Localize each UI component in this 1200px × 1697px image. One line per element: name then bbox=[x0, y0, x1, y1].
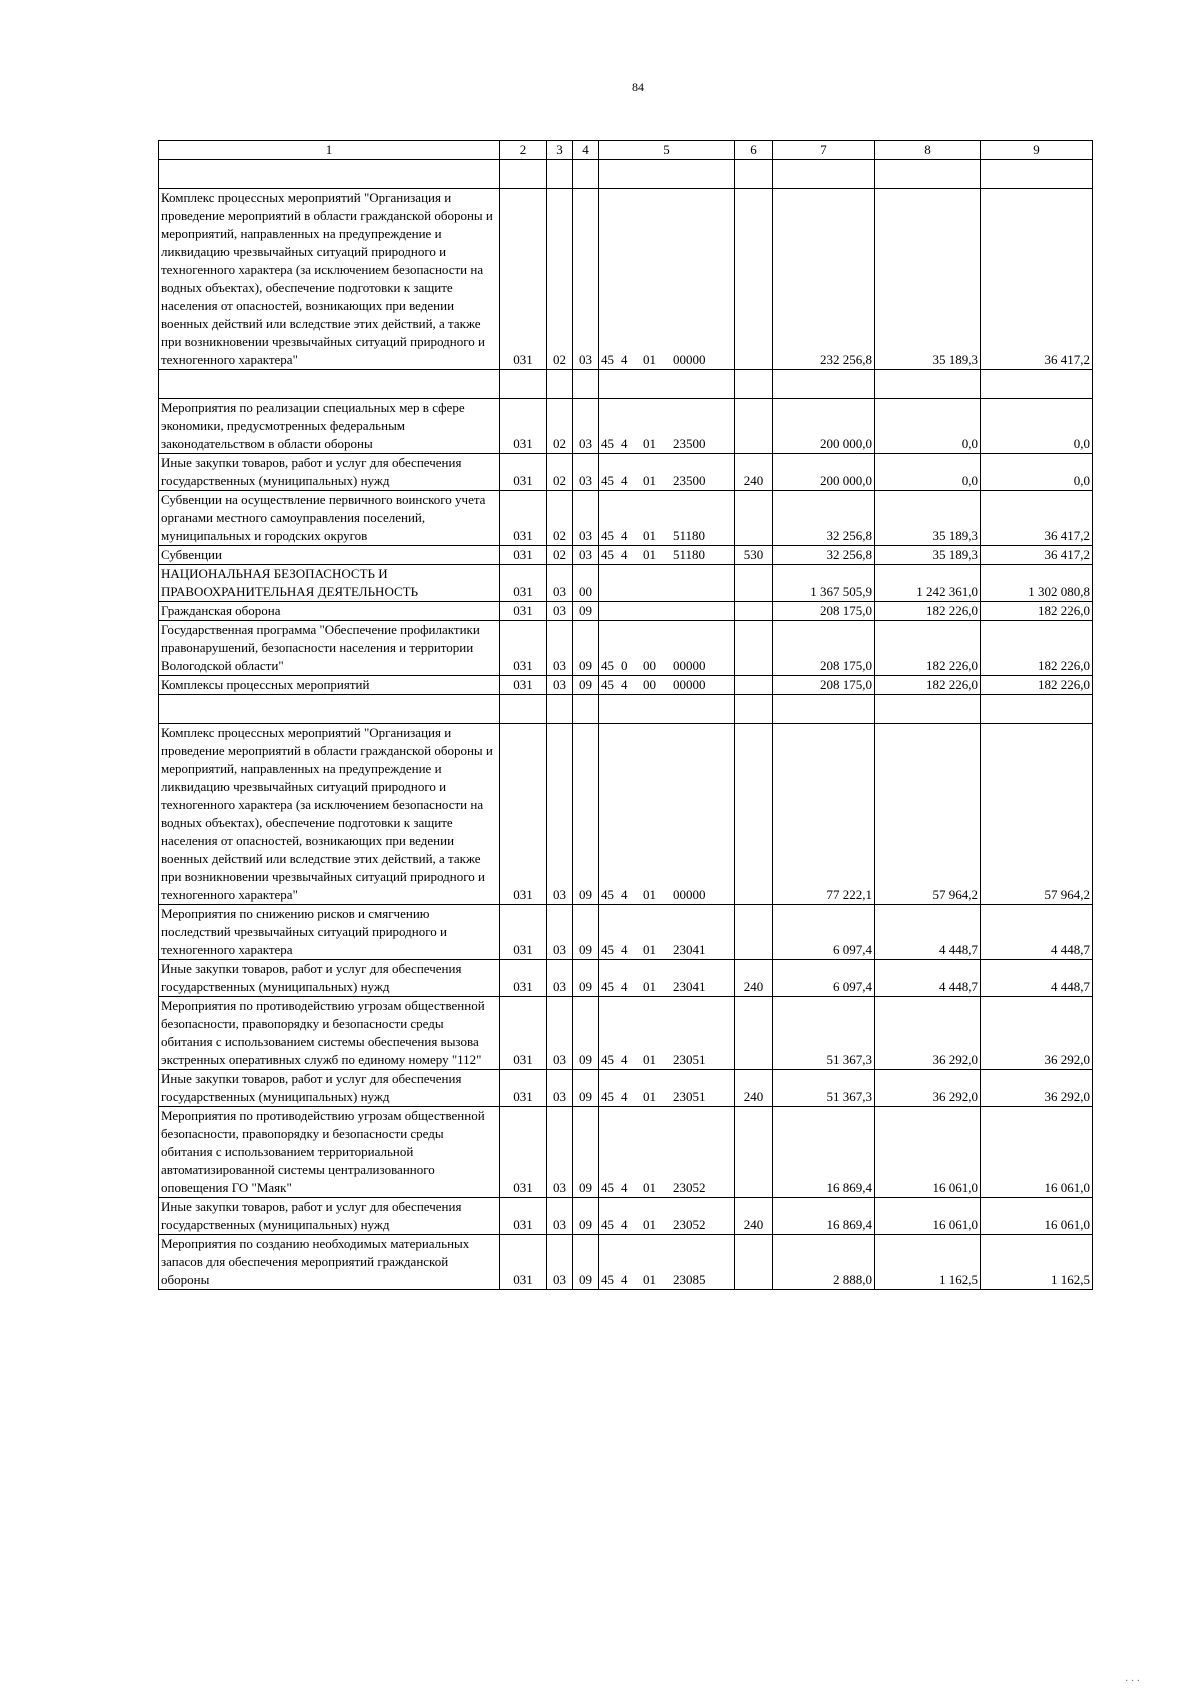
row-subsection-code: 09 bbox=[573, 724, 599, 905]
row-amount-year3: 36 417,2 bbox=[981, 546, 1093, 565]
row-amount-year2: 35 189,3 bbox=[875, 189, 981, 370]
row-expense-type bbox=[735, 491, 773, 546]
row-target-article bbox=[599, 905, 735, 960]
row-subsection-code: 09 bbox=[573, 905, 599, 960]
target-article-part: 4 bbox=[621, 528, 628, 543]
row-target-article bbox=[599, 724, 735, 905]
row-target-article bbox=[599, 189, 735, 370]
row-target-article bbox=[599, 565, 735, 602]
target-article-part: 45 bbox=[601, 658, 614, 673]
spacer-cell bbox=[500, 695, 547, 724]
target-article-part: 4 bbox=[621, 473, 628, 488]
row-subsection-code: 03 bbox=[573, 454, 599, 491]
row-amount-year1: 51 367,3 bbox=[773, 1070, 875, 1107]
spacer-cell bbox=[159, 160, 500, 189]
row-amount-year2: 36 292,0 bbox=[875, 1070, 981, 1107]
row-target-article bbox=[599, 1070, 735, 1107]
row-expense-type: 240 bbox=[735, 454, 773, 491]
row-expense-type bbox=[735, 1107, 773, 1198]
row-section-code: 02 bbox=[547, 546, 573, 565]
row-amount-year2: 1 162,5 bbox=[875, 1235, 981, 1290]
table-row bbox=[159, 997, 1093, 1070]
row-expense-type: 240 bbox=[735, 960, 773, 997]
row-subsection-code: 09 bbox=[573, 676, 599, 695]
row-target-article bbox=[599, 399, 735, 454]
target-article-part: 00000 bbox=[673, 352, 706, 367]
row-name: Комплекс процессных мероприятий "Организация и проведение мероприятий в области гражданской обороны и мероприятий, направленных на предупреждение и ликвидацию чрезвычайных ситуаций природного и техногенного характера (за исключением безопасности на водных объектах), обеспечение подготовки к защите населения от опасностей, возникающих при ведении военных действий или вследствие этих действий, а также при возникновении чрезвычайных ситуаций природного и техногенного характера" bbox=[159, 724, 500, 905]
row-target-article bbox=[599, 676, 735, 695]
row-target-article bbox=[599, 1107, 735, 1198]
target-article-part: 01 bbox=[643, 1052, 656, 1067]
row-name: Мероприятия по противодействию угрозам общественной безопасности, правопорядку и безопасности среды обитания с использованием системы обеспечения вызова экстренных оперативных служб по единому номеру "112" bbox=[159, 997, 500, 1070]
row-target-article bbox=[599, 1198, 735, 1235]
row-amount-year1: 32 256,8 bbox=[773, 546, 875, 565]
spacer-cell bbox=[773, 695, 875, 724]
target-article-part: 23052 bbox=[673, 1180, 706, 1195]
target-article-part: 23051 bbox=[673, 1052, 706, 1067]
target-article-part: 01 bbox=[643, 352, 656, 367]
row-section-code: 03 bbox=[547, 960, 573, 997]
row-amount-year2: 182 226,0 bbox=[875, 621, 981, 676]
row-amount-year3: 36 417,2 bbox=[981, 189, 1093, 370]
target-article-part: 4 bbox=[621, 1089, 628, 1104]
row-expense-type bbox=[735, 621, 773, 676]
row-admin-code: 031 bbox=[500, 1107, 547, 1198]
row-expense-type bbox=[735, 724, 773, 905]
table-row bbox=[159, 724, 1093, 905]
row-expense-type bbox=[735, 189, 773, 370]
row-amount-year3: 16 061,0 bbox=[981, 1107, 1093, 1198]
spacer-cell bbox=[547, 160, 573, 189]
target-article-part: 23041 bbox=[673, 942, 706, 957]
spacer-cell bbox=[599, 160, 735, 189]
table-row bbox=[159, 1198, 1093, 1235]
row-amount-year3: 182 226,0 bbox=[981, 676, 1093, 695]
row-target-article bbox=[599, 997, 735, 1070]
row-target-article bbox=[599, 546, 735, 565]
row-admin-code: 031 bbox=[500, 905, 547, 960]
spacer-row bbox=[159, 160, 1093, 189]
row-amount-year1: 208 175,0 bbox=[773, 676, 875, 695]
row-expense-type bbox=[735, 905, 773, 960]
row-section-code: 03 bbox=[547, 724, 573, 905]
row-admin-code: 031 bbox=[500, 676, 547, 695]
row-section-code: 03 bbox=[547, 602, 573, 621]
spacer-cell bbox=[547, 695, 573, 724]
row-amount-year3: 0,0 bbox=[981, 454, 1093, 491]
row-name: Мероприятия по реализации специальных мер в сфере экономики, предусмотренных федеральным законодательством в области обороны bbox=[159, 399, 500, 454]
row-amount-year1: 6 097,4 bbox=[773, 960, 875, 997]
row-expense-type bbox=[735, 1235, 773, 1290]
target-article-part: 45 bbox=[601, 473, 614, 488]
row-subsection-code: 03 bbox=[573, 491, 599, 546]
target-article-part: 4 bbox=[621, 436, 628, 451]
row-amount-year1: 200 000,0 bbox=[773, 399, 875, 454]
row-admin-code: 031 bbox=[500, 602, 547, 621]
row-name: Субвенции на осуществление первичного воинского учета органами местного самоуправления поселений, муниципальных и городских округов bbox=[159, 491, 500, 546]
table-row bbox=[159, 565, 1093, 602]
row-section-code: 03 bbox=[547, 905, 573, 960]
row-amount-year1: 208 175,0 bbox=[773, 602, 875, 621]
row-expense-type bbox=[735, 676, 773, 695]
row-amount-year2: 35 189,3 bbox=[875, 546, 981, 565]
table-row bbox=[159, 491, 1093, 546]
row-section-code: 03 bbox=[547, 1107, 573, 1198]
target-article-part: 45 bbox=[601, 887, 614, 902]
row-amount-year1: 208 175,0 bbox=[773, 621, 875, 676]
target-article-part: 01 bbox=[643, 942, 656, 957]
col-header: 4 bbox=[573, 141, 599, 160]
row-subsection-code: 03 bbox=[573, 546, 599, 565]
spacer-cell bbox=[735, 370, 773, 399]
row-amount-year3: 57 964,2 bbox=[981, 724, 1093, 905]
table-row bbox=[159, 1235, 1093, 1290]
target-article-part: 01 bbox=[643, 473, 656, 488]
target-article-part: 45 bbox=[601, 1052, 614, 1067]
col-header: 3 bbox=[547, 141, 573, 160]
budget-table bbox=[158, 140, 1093, 1290]
row-subsection-code: 00 bbox=[573, 565, 599, 602]
row-amount-year1: 16 869,4 bbox=[773, 1198, 875, 1235]
row-name: Субвенции bbox=[159, 546, 500, 565]
row-amount-year3: 36 417,2 bbox=[981, 491, 1093, 546]
row-amount-year2: 4 448,7 bbox=[875, 905, 981, 960]
target-article-part: 4 bbox=[621, 1180, 628, 1195]
scan-mark: · · · bbox=[1125, 1676, 1140, 1687]
row-admin-code: 031 bbox=[500, 565, 547, 602]
target-article-part: 00 bbox=[643, 677, 656, 692]
row-section-code: 02 bbox=[547, 399, 573, 454]
row-name: НАЦИОНАЛЬНАЯ БЕЗОПАСНОСТЬ И ПРАВООХРАНИТЕЛЬНАЯ ДЕЯТЕЛЬНОСТЬ bbox=[159, 565, 500, 602]
spacer-cell bbox=[981, 695, 1093, 724]
spacer-cell bbox=[573, 160, 599, 189]
target-article-part: 45 bbox=[601, 1272, 614, 1287]
row-section-code: 03 bbox=[547, 676, 573, 695]
spacer-cell bbox=[875, 160, 981, 189]
row-amount-year2: 36 292,0 bbox=[875, 997, 981, 1070]
row-admin-code: 031 bbox=[500, 960, 547, 997]
row-amount-year2: 182 226,0 bbox=[875, 676, 981, 695]
row-target-article bbox=[599, 602, 735, 621]
row-subsection-code: 09 bbox=[573, 997, 599, 1070]
row-amount-year2: 182 226,0 bbox=[875, 602, 981, 621]
row-amount-year1: 32 256,8 bbox=[773, 491, 875, 546]
spacer-cell bbox=[875, 695, 981, 724]
spacer-cell bbox=[573, 370, 599, 399]
target-article-part: 23085 bbox=[673, 1272, 706, 1287]
target-article-part: 23052 bbox=[673, 1217, 706, 1232]
col-header: 1 bbox=[159, 141, 500, 160]
row-amount-year3: 4 448,7 bbox=[981, 960, 1093, 997]
row-expense-type bbox=[735, 602, 773, 621]
target-article-part: 4 bbox=[621, 1217, 628, 1232]
target-article-part: 01 bbox=[643, 436, 656, 451]
row-target-article bbox=[599, 1235, 735, 1290]
target-article-part: 45 bbox=[601, 547, 614, 562]
row-amount-year3: 4 448,7 bbox=[981, 905, 1093, 960]
row-amount-year1: 16 869,4 bbox=[773, 1107, 875, 1198]
row-admin-code: 031 bbox=[500, 189, 547, 370]
target-article-part: 01 bbox=[643, 1089, 656, 1104]
target-article-part: 01 bbox=[643, 547, 656, 562]
row-name: Иные закупки товаров, работ и услуг для обеспечения государственных (муниципальных) нужд bbox=[159, 960, 500, 997]
row-subsection-code: 09 bbox=[573, 1198, 599, 1235]
row-name: Иные закупки товаров, работ и услуг для обеспечения государственных (муниципальных) нужд bbox=[159, 454, 500, 491]
row-subsection-code: 09 bbox=[573, 1107, 599, 1198]
row-amount-year3: 1 162,5 bbox=[981, 1235, 1093, 1290]
target-article-part: 0 bbox=[621, 658, 628, 673]
row-subsection-code: 03 bbox=[573, 399, 599, 454]
row-amount-year2: 35 189,3 bbox=[875, 491, 981, 546]
row-amount-year2: 1 242 361,0 bbox=[875, 565, 981, 602]
col-header: 6 bbox=[735, 141, 773, 160]
target-article-part: 51180 bbox=[673, 547, 706, 562]
row-admin-code: 031 bbox=[500, 454, 547, 491]
row-section-code: 03 bbox=[547, 997, 573, 1070]
row-admin-code: 031 bbox=[500, 399, 547, 454]
row-amount-year3: 182 226,0 bbox=[981, 602, 1093, 621]
row-target-article bbox=[599, 454, 735, 491]
target-article-part: 00000 bbox=[673, 658, 706, 673]
target-article-part: 00000 bbox=[673, 677, 706, 692]
row-name: Мероприятия по противодействию угрозам общественной безопасности, правопорядку и безопасности среды обитания с использованием территориальной автоматизированной системы централизованного оповещения ГО "Маяк" bbox=[159, 1107, 500, 1198]
col-header: 9 bbox=[981, 141, 1093, 160]
target-article-part: 4 bbox=[621, 1052, 628, 1067]
target-article-part: 4 bbox=[621, 352, 628, 367]
row-expense-type bbox=[735, 399, 773, 454]
target-article-part: 45 bbox=[601, 352, 614, 367]
row-admin-code: 031 bbox=[500, 621, 547, 676]
table-row bbox=[159, 960, 1093, 997]
target-article-part: 01 bbox=[643, 1272, 656, 1287]
table-row bbox=[159, 546, 1093, 565]
row-name: Государственная программа "Обеспечение профилактики правонарушений, безопасности населения и территории Вологодской области" bbox=[159, 621, 500, 676]
target-article-part: 01 bbox=[643, 1180, 656, 1195]
row-subsection-code: 09 bbox=[573, 621, 599, 676]
target-article-part: 23051 bbox=[673, 1089, 706, 1104]
row-target-article bbox=[599, 960, 735, 997]
table-row bbox=[159, 905, 1093, 960]
spacer-cell bbox=[773, 370, 875, 399]
row-amount-year1: 232 256,8 bbox=[773, 189, 875, 370]
target-article-part: 23500 bbox=[673, 436, 706, 451]
target-article-part: 01 bbox=[643, 1217, 656, 1232]
target-article-part: 45 bbox=[601, 942, 614, 957]
row-expense-type: 530 bbox=[735, 546, 773, 565]
row-expense-type bbox=[735, 565, 773, 602]
spacer-cell bbox=[159, 370, 500, 399]
spacer-cell bbox=[735, 160, 773, 189]
spacer-cell bbox=[599, 695, 735, 724]
page-number: 84 bbox=[632, 80, 644, 94]
row-section-code: 02 bbox=[547, 454, 573, 491]
col-header: 2 bbox=[500, 141, 547, 160]
target-article-part: 4 bbox=[621, 887, 628, 902]
row-amount-year2: 16 061,0 bbox=[875, 1107, 981, 1198]
row-subsection-code: 09 bbox=[573, 960, 599, 997]
row-amount-year1: 2 888,0 bbox=[773, 1235, 875, 1290]
target-article-part: 51180 bbox=[673, 528, 706, 543]
spacer-row bbox=[159, 695, 1093, 724]
spacer-cell bbox=[500, 370, 547, 399]
row-admin-code: 031 bbox=[500, 491, 547, 546]
row-section-code: 03 bbox=[547, 1235, 573, 1290]
row-admin-code: 031 bbox=[500, 997, 547, 1070]
row-name: Мероприятия по созданию необходимых материальных запасов для обеспечения мероприятий гражданской обороны bbox=[159, 1235, 500, 1290]
target-article-part: 4 bbox=[621, 547, 628, 562]
row-subsection-code: 03 bbox=[573, 189, 599, 370]
row-name: Гражданская оборона bbox=[159, 602, 500, 621]
table-row bbox=[159, 676, 1093, 695]
row-name: Комплекс процессных мероприятий "Организация и проведение мероприятий в области гражданской обороны и мероприятий, направленных на предупреждение и ликвидацию чрезвычайных ситуаций природного и техногенного характера (за исключением безопасности на водных объектах), обеспечение подготовки к защите населения от опасностей, возникающих при ведении военных действий или вследствие этих действий, а также при возникновении чрезвычайных ситуаций природного и техногенного характера" bbox=[159, 189, 500, 370]
row-section-code: 03 bbox=[547, 621, 573, 676]
target-article-part: 45 bbox=[601, 1089, 614, 1104]
spacer-cell bbox=[159, 695, 500, 724]
row-expense-type: 240 bbox=[735, 1198, 773, 1235]
target-article-part: 45 bbox=[601, 1217, 614, 1232]
target-article-part: 01 bbox=[643, 528, 656, 543]
row-admin-code: 031 bbox=[500, 1070, 547, 1107]
table-row bbox=[159, 1070, 1093, 1107]
spacer-cell bbox=[573, 695, 599, 724]
row-admin-code: 031 bbox=[500, 724, 547, 905]
table-row bbox=[159, 621, 1093, 676]
row-subsection-code: 09 bbox=[573, 1235, 599, 1290]
col-header: 8 bbox=[875, 141, 981, 160]
table-row bbox=[159, 1107, 1093, 1198]
target-article-part: 23500 bbox=[673, 473, 706, 488]
row-amount-year1: 77 222,1 bbox=[773, 724, 875, 905]
spacer-cell bbox=[599, 370, 735, 399]
col-header: 7 bbox=[773, 141, 875, 160]
target-article-part: 01 bbox=[643, 887, 656, 902]
row-section-code: 02 bbox=[547, 491, 573, 546]
row-amount-year3: 0,0 bbox=[981, 399, 1093, 454]
row-amount-year1: 200 000,0 bbox=[773, 454, 875, 491]
row-amount-year3: 182 226,0 bbox=[981, 621, 1093, 676]
target-article-part: 45 bbox=[601, 1180, 614, 1195]
row-amount-year1: 51 367,3 bbox=[773, 997, 875, 1070]
spacer-cell bbox=[875, 370, 981, 399]
spacer-cell bbox=[773, 160, 875, 189]
target-article-part: 45 bbox=[601, 436, 614, 451]
table-row bbox=[159, 602, 1093, 621]
row-target-article bbox=[599, 491, 735, 546]
row-target-article bbox=[599, 621, 735, 676]
row-subsection-code: 09 bbox=[573, 602, 599, 621]
header-row bbox=[159, 141, 1093, 160]
row-name: Комплексы процессных мероприятий bbox=[159, 676, 500, 695]
table-row bbox=[159, 399, 1093, 454]
spacer-cell bbox=[500, 160, 547, 189]
row-section-code: 03 bbox=[547, 1198, 573, 1235]
spacer-cell bbox=[981, 160, 1093, 189]
row-expense-type bbox=[735, 997, 773, 1070]
table-body bbox=[159, 160, 1093, 1290]
row-admin-code: 031 bbox=[500, 1198, 547, 1235]
target-article-part: 23041 bbox=[673, 979, 706, 994]
row-amount-year3: 16 061,0 bbox=[981, 1198, 1093, 1235]
target-article-part: 4 bbox=[621, 677, 628, 692]
row-admin-code: 031 bbox=[500, 546, 547, 565]
row-amount-year3: 36 292,0 bbox=[981, 997, 1093, 1070]
spacer-row bbox=[159, 370, 1093, 399]
row-subsection-code: 09 bbox=[573, 1070, 599, 1107]
row-name: Мероприятия по снижению рисков и смягчению последствий чрезвычайных ситуаций природного и техногенного характера bbox=[159, 905, 500, 960]
spacer-cell bbox=[735, 695, 773, 724]
target-article-part: 45 bbox=[601, 528, 614, 543]
target-article-part: 01 bbox=[643, 979, 656, 994]
row-amount-year1: 1 367 505,9 bbox=[773, 565, 875, 602]
row-name: Иные закупки товаров, работ и услуг для обеспечения государственных (муниципальных) нужд bbox=[159, 1198, 500, 1235]
row-section-code: 03 bbox=[547, 565, 573, 602]
row-admin-code: 031 bbox=[500, 1235, 547, 1290]
spacer-cell bbox=[981, 370, 1093, 399]
target-article-part: 4 bbox=[621, 979, 628, 994]
row-amount-year2: 0,0 bbox=[875, 454, 981, 491]
row-section-code: 03 bbox=[547, 1070, 573, 1107]
row-amount-year2: 0,0 bbox=[875, 399, 981, 454]
target-article-part: 00 bbox=[643, 658, 656, 673]
target-article-part: 45 bbox=[601, 677, 614, 692]
target-article-part: 4 bbox=[621, 1272, 628, 1287]
col-header: 5 bbox=[599, 141, 735, 160]
target-article-part: 4 bbox=[621, 942, 628, 957]
row-name: Иные закупки товаров, работ и услуг для обеспечения государственных (муниципальных) нужд bbox=[159, 1070, 500, 1107]
spacer-cell bbox=[547, 370, 573, 399]
row-amount-year2: 57 964,2 bbox=[875, 724, 981, 905]
row-amount-year3: 1 302 080,8 bbox=[981, 565, 1093, 602]
target-article-part: 45 bbox=[601, 979, 614, 994]
row-amount-year3: 36 292,0 bbox=[981, 1070, 1093, 1107]
row-amount-year2: 4 448,7 bbox=[875, 960, 981, 997]
row-amount-year1: 6 097,4 bbox=[773, 905, 875, 960]
table-row bbox=[159, 189, 1093, 370]
table-row bbox=[159, 454, 1093, 491]
row-expense-type: 240 bbox=[735, 1070, 773, 1107]
target-article-part: 00000 bbox=[673, 887, 706, 902]
row-amount-year2: 16 061,0 bbox=[875, 1198, 981, 1235]
row-section-code: 02 bbox=[547, 189, 573, 370]
